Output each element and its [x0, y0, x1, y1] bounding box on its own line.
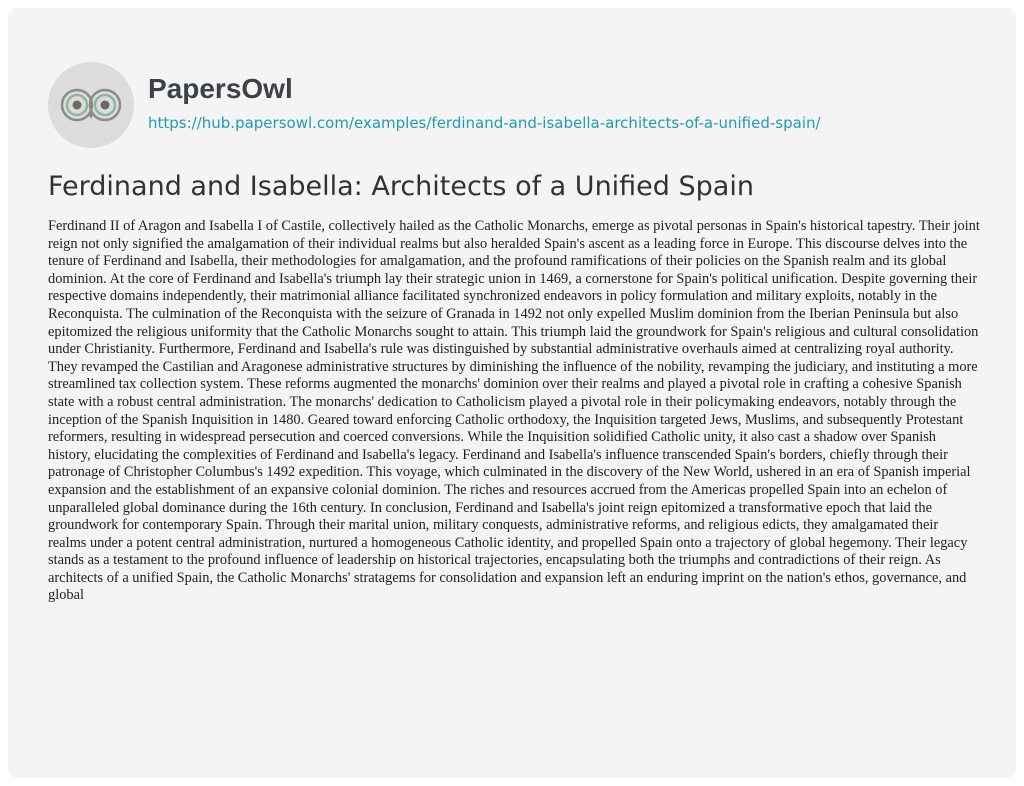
owl-logo-icon[interactable] — [48, 62, 134, 148]
owl-logo-icon-graphic — [59, 83, 123, 127]
site-header — [48, 62, 821, 148]
article-title: Ferdinand and Isabella: Architects of a Unified Spain — [48, 171, 754, 202]
source-url-link[interactable]: https://hub.papersowl.com/examples/ferdinand-and-isabella-architects-of-a-unified-spain/ — [148, 114, 821, 132]
brand-name[interactable]: PapersOwl — [148, 73, 293, 104]
brand-block — [148, 73, 821, 132]
article-body: Ferdinand II of Aragon and Isabella I of Castile, collectively hailed as the Catholic Monarchs, emerge as pivotal personas in Spain's historical tapestry. Their joint reign not only signified the amalgamation of their individual realms but also heralded Spain's ascent as a leading force in Europe. This discourse delves into the tenure of Ferdinand and Isabella, their methodologies for amalgamation, and the profound ramifications of their policies on the Spanish realm and its global dominion. At the core of Ferdinand and Isabella's triumph lay their strategic union in 1469, a cornerstone for Spain's political unification. Despite governing their respective domains independently, their matrimonial alliance facilitated synchronized endeavors in policy formulation and military exploits, notably in the Reconquista. The culmination of the Reconquista with the seizure of Granada in 1492 not only expelled Muslim dominion from the Iberian Peninsula but also epitomized the religious uniformity that the Catholic Monarchs sought to attain. This triumph laid the groundwork for Spain's religious and cultural consolidation under Christianity. Furthermore, Ferdinand and Isabella's rule was distinguished by substantial administrative overhauls aimed at centralizing royal authority. They revamped the Castilian and Aragonese administrative structures by diminishing the influence of the nobility, revamping the judiciary, and instituting a more streamlined tax collection system. These reforms augmented the monarchs' dominion over their realms and played a pivotal role in crafting a cohesive Spanish state with a robust central administration. The monarchs' dedication to Catholicism played a pivotal role in their policymaking endeavors, notably through the inception of the Spanish Inquisition in 1480. Geared toward enforcing Catholic orthodoxy, the Inquisition targeted Jews, Muslims, and subsequently Protestant reformers, resulting in widespread persecution and coerced conversions. While the Inquisition solidified Catholic unity, it also cast a shadow over Spanish history, elucidating the complexities of Ferdinand and Isabella's legacy. Ferdinand and Isabella's influence transcended Spain's borders, chiefly through their patronage of Christopher Columbus's 1492 expedition. This voyage, which culminated in the discovery of the New World, ushered in an era of Spanish imperial expansion and the establishment of an expansive colonial dominion. The riches and resources accrued from the Americas propelled Spain into an echelon of unparalleled global dominance during the 16th century. In conclusion, Ferdinand and Isabella's joint reign epitomized a transformative epoch that laid the groundwork for contemporary Spain. Through their marital union, military conquests, administrative reforms, and religious edicts, they amalgamated their realms under a potent central administration, nurtured a homogeneous Catholic identity, and propelled Spain onto a trajectory of global hegemony. Their legacy stands as a testament to the profound influence of leadership on historical trajectories, encapsulating both the triumphs and contradictions of their reign. As architects of a unified Spain, the Catholic Monarchs' stratagems for consolidation and expansion left an enduring imprint on the nation's ethos, governance, and global — [48, 218, 980, 604]
